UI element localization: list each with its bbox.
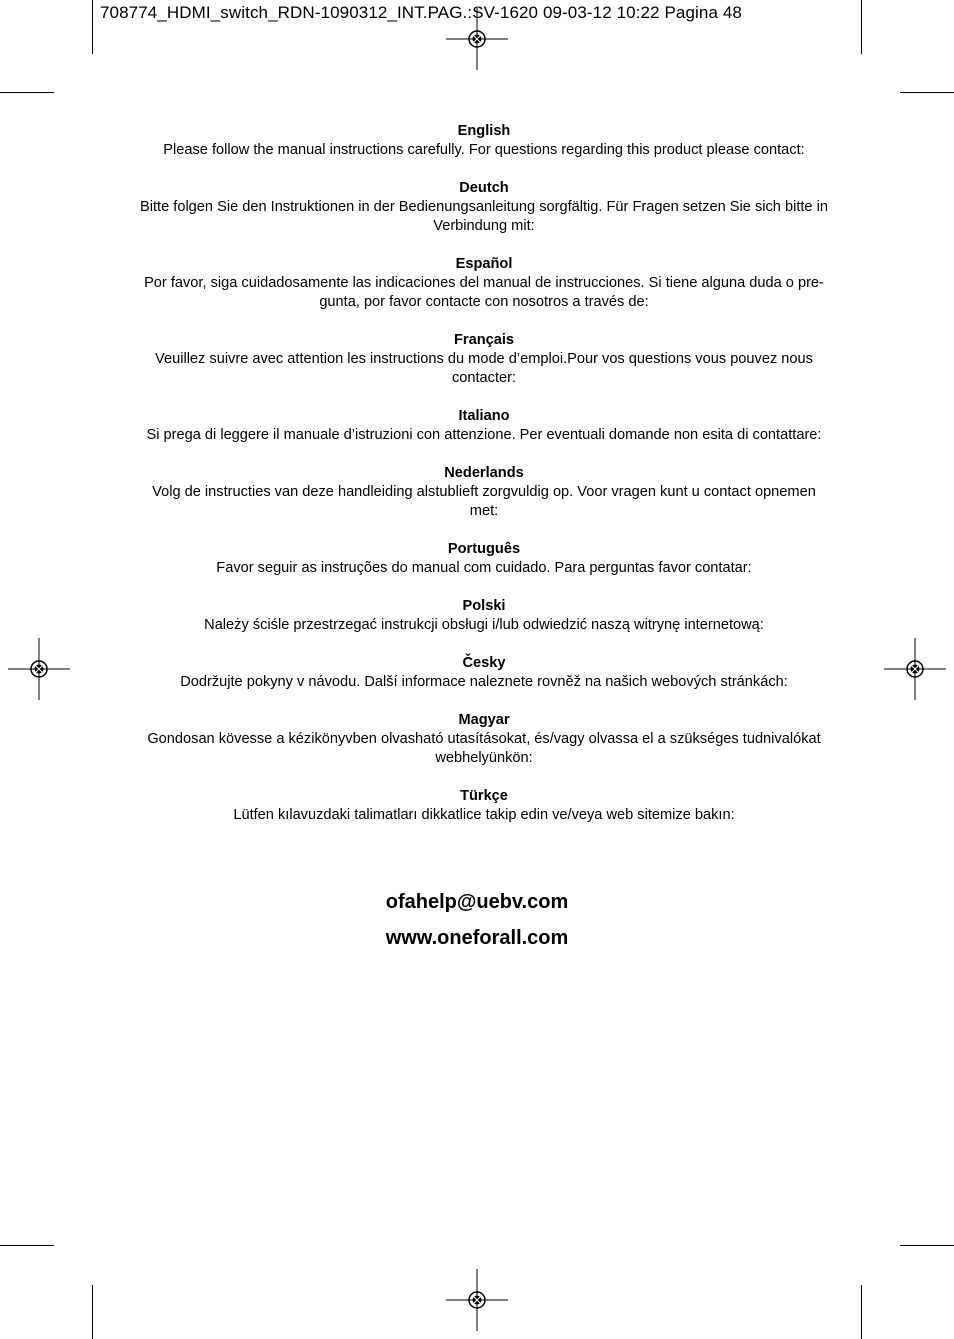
language-heading: Italiano — [458, 408, 510, 424]
crop-mark — [92, 1285, 93, 1339]
instruction-text: Dodržujte pokyny v návodu. Další informace naleznete rovněž na našich webových stránkách: — [180, 674, 788, 690]
language-heading: Polski — [462, 598, 506, 614]
crop-mark — [900, 1245, 954, 1246]
language-instructions — [140, 122, 828, 844]
registration-mark-icon — [446, 1269, 508, 1331]
language-heading: Nederlands — [444, 465, 524, 481]
instruction-text: Gondosan kövesse a kézikönyvben olvasható utasításokat, és/vagy olvassa el a szükséges tudnivalókat webhelyünkön: — [147, 731, 821, 766]
section-deutch — [140, 179, 828, 236]
section-espanol — [140, 255, 828, 312]
instruction-text: Favor seguir as instruções do manual com cuidado. Para perguntas favor contatar: — [216, 560, 752, 576]
contact-website-link[interactable]: www.oneforall.com — [385, 927, 569, 949]
language-heading: Español — [455, 256, 513, 272]
registration-mark-icon — [446, 8, 508, 70]
instruction-text: Bitte folgen Sie den Instruktionen in der Bedienungsanleitung sorgfältig. Für Fragen setzen Sie sich bitte in Verbindung mit: — [140, 199, 828, 234]
print-slug-line: 708774_HDMI_switch_RDN-1090312_INT.PAG.:SV-1620 09-03-12 10:22 Pagina 48 — [100, 3, 742, 22]
section-nederlands — [140, 464, 828, 521]
section-english — [140, 122, 828, 160]
instruction-text: Lütfen kılavuzdaki talimatları dikkatlice takip edin ve/veya web sitemize bakın: — [233, 807, 735, 823]
instruction-text: Veuillez suivre avec attention les instructions du mode d’emploi.Pour vos questions vous pouvez nous contacter: — [155, 351, 813, 386]
crop-mark — [0, 1245, 54, 1246]
instruction-text: Please follow the manual instructions carefully. For questions regarding this product please contact: — [163, 142, 805, 158]
contact-email-link[interactable]: ofahelp@uebv.com — [385, 891, 569, 913]
section-francais — [140, 331, 828, 388]
registration-mark-icon — [8, 638, 70, 700]
crop-mark — [0, 92, 54, 93]
registration-mark-icon — [884, 638, 946, 700]
crop-mark — [861, 1285, 862, 1339]
language-heading: Deutch — [459, 180, 509, 196]
language-heading: Português — [447, 541, 521, 557]
crop-mark — [92, 0, 93, 54]
language-heading: English — [457, 123, 511, 139]
language-heading: Türkçe — [460, 788, 508, 804]
instruction-text: Por favor, siga cuidadosamente las indicaciones del manual de instrucciones. Si tiene alguna duda o pre-gunta, por favor contacte con nosotros a través de: — [144, 275, 824, 310]
language-heading: Français — [453, 332, 515, 348]
section-cesky — [140, 654, 828, 692]
instruction-text: Volg de instructies van deze handleiding alstublieft zorgvuldig op. Voor vragen kunt u contact opnemen met: — [152, 484, 816, 519]
crop-mark — [861, 0, 862, 54]
crop-mark — [900, 92, 954, 93]
section-turkce — [140, 787, 828, 825]
language-heading: Česky — [462, 655, 506, 671]
section-polski — [140, 597, 828, 635]
section-portugues — [140, 540, 828, 578]
instruction-text: Si prega di leggere il manuale d’istruzioni con attenzione. Per eventuali domande non esita di contattare: — [146, 427, 822, 443]
language-heading: Magyar — [458, 712, 510, 728]
section-magyar — [140, 711, 828, 768]
instruction-text: Należy ściśle przestrzegać instrukcji obsługi i/lub odwiedzić naszą witrynę internetową: — [204, 617, 764, 633]
section-italiano — [140, 407, 828, 445]
